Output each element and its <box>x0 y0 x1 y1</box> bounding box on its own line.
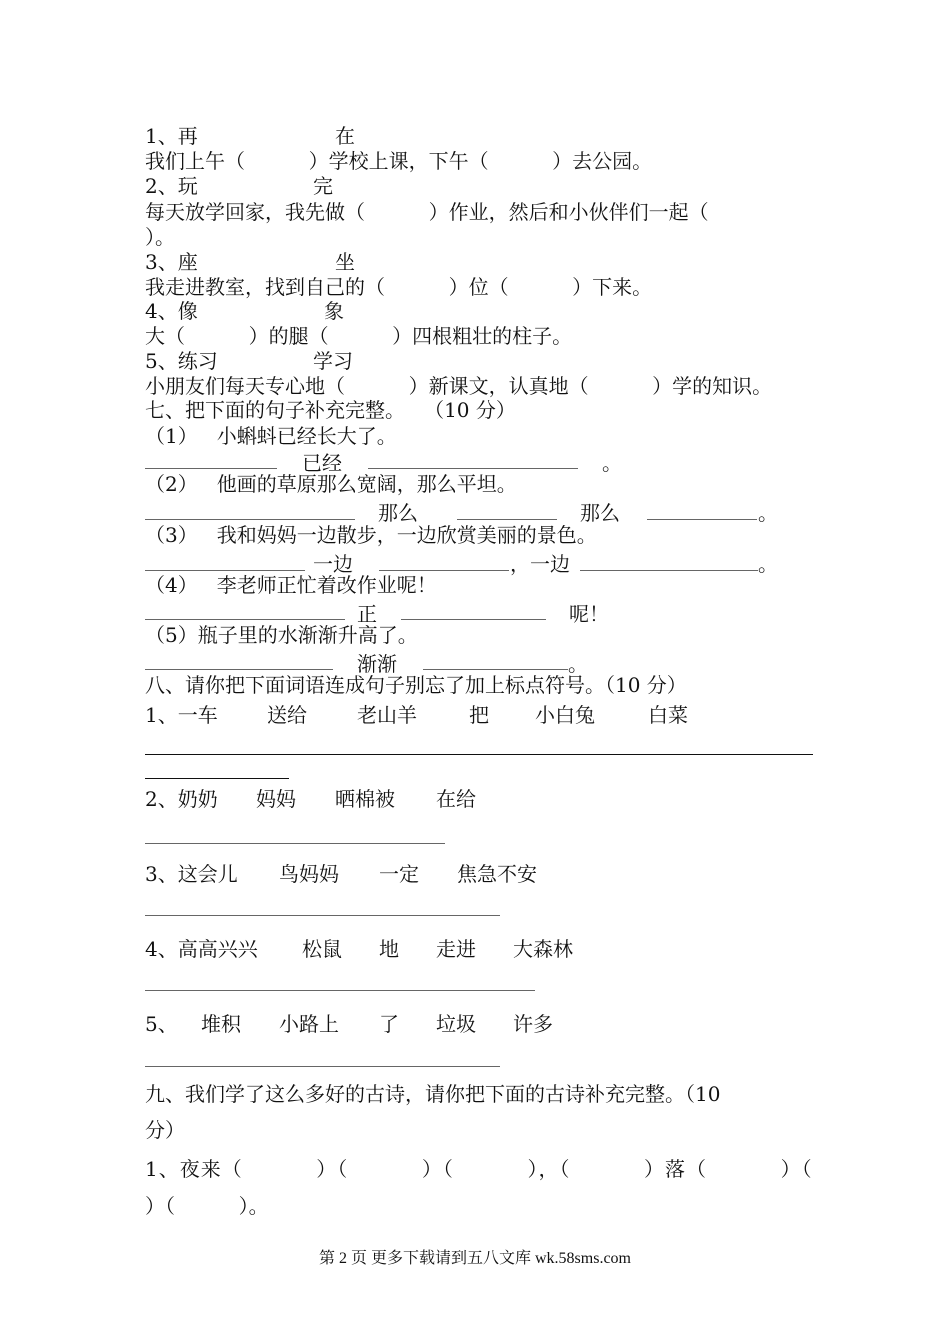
item5-word: 垃圾 <box>436 1012 476 1036</box>
s3-blank-2[interactable] <box>379 570 509 571</box>
item1-word: 送给 <box>267 703 307 727</box>
item5-answer-line[interactable] <box>145 1066 500 1067</box>
item3-word: 3、这会儿 <box>145 862 238 886</box>
poem-q1-line2: ）（ ）。 <box>145 1194 269 1218</box>
item2-word: 在给 <box>436 787 476 811</box>
s1-end: 。 <box>602 451 622 475</box>
q5-sentence: 小朋友们每天专心地（ ）新课文，认真地（ ）学的知识。 <box>145 374 773 398</box>
item1-word: 老山羊 <box>357 703 417 727</box>
s2-word-b: 那么 <box>580 501 620 525</box>
s3-end: 。 <box>758 552 778 576</box>
s1-word: 已经 <box>302 451 342 475</box>
section9-heading-cont: 分） <box>145 1118 185 1142</box>
s5-word: 渐渐 <box>357 652 397 676</box>
s5-blank-1[interactable] <box>145 669 333 670</box>
item5-word: 小路上 <box>279 1012 339 1036</box>
s2-blank-2[interactable] <box>457 519 557 520</box>
q5-word-b: 学习 <box>313 349 353 373</box>
s3-comma: ，一边 <box>510 552 570 576</box>
item5-word: 堆积 <box>201 1012 241 1036</box>
page-footer: 第 2 页 更多下载请到五八文库 wk.58sms.com <box>318 1250 631 1267</box>
q3-sentence: 我走进教室，找到自己的（ ）位（ ）下来。 <box>145 275 653 299</box>
item4-word: 地 <box>379 937 399 961</box>
q2-sentence-cont: ）。 <box>145 225 175 249</box>
item5-word: 了 <box>379 1012 399 1036</box>
s4-blank-1[interactable] <box>145 619 345 620</box>
item1-answer-line[interactable] <box>145 754 813 755</box>
item2-answer-line[interactable] <box>145 843 445 844</box>
q2-word-b: 完 <box>313 174 333 198</box>
q1-word-a: 1、再 <box>145 124 198 148</box>
s2-word-a: 那么 <box>378 501 418 525</box>
q2-word-a: 2、玩 <box>145 174 198 198</box>
s4-blank-2[interactable] <box>401 619 546 620</box>
s3-prompt: （3） 我和妈妈一边散步，一边欣赏美丽的景色。 <box>145 523 597 547</box>
item1-word: 把 <box>469 703 489 727</box>
s4-prompt: （4） 李老师正忙着改作业呢！ <box>145 573 437 597</box>
item3-word: 鸟妈妈 <box>279 862 339 886</box>
item5-word: 许多 <box>513 1012 553 1036</box>
s2-end: 。 <box>758 501 778 525</box>
s2-blank-3[interactable] <box>647 519 757 520</box>
item3-answer-line[interactable] <box>145 915 500 916</box>
q3-word-b: 坐 <box>335 250 355 274</box>
item4-word: 松鼠 <box>302 937 342 961</box>
q4-sentence: 大（ ）的腿（ ）四根粗壮的柱子。 <box>145 324 573 348</box>
q5-word-a: 5、练习 <box>145 349 218 373</box>
item4-word: 走进 <box>436 937 476 961</box>
s4-word: 正 <box>357 602 377 626</box>
s3-blank-1[interactable] <box>145 570 305 571</box>
s3-blank-3[interactable] <box>580 570 758 571</box>
section8-heading: 八、请你把下面词语连成句子别忘了加上标点符号。（10 分） <box>145 673 687 697</box>
poem-q1-line1: 1、夜来（ ）（ ）（ ），（ ）落（ ）（ <box>145 1157 813 1181</box>
s2-prompt: （2） 他画的草原那么宽阔，那么平坦。 <box>145 472 517 496</box>
s5-end: 。 <box>568 652 588 676</box>
s3-word-a: 一边 <box>313 552 353 576</box>
item2-word: 2、奶奶 <box>145 787 218 811</box>
item3-word: 一定 <box>379 862 419 886</box>
q4-word-a: 4、像 <box>145 299 198 323</box>
s5-blank-2[interactable] <box>423 669 568 670</box>
s4-end: 呢！ <box>569 602 609 626</box>
item2-word: 妈妈 <box>256 787 296 811</box>
item1-word: 1、一车 <box>145 703 218 727</box>
s1-blank-1[interactable] <box>145 468 277 469</box>
s5-prompt: （5）瓶子里的水渐渐升高了。 <box>145 623 418 647</box>
q4-word-b: 象 <box>324 299 344 323</box>
item4-word: 大森林 <box>513 937 573 961</box>
item4-answer-line[interactable] <box>145 990 535 991</box>
q1-sentence: 我们上午（ ）学校上课，下午（ ）去公园。 <box>145 149 653 173</box>
item2-word: 晒棉被 <box>335 787 395 811</box>
item1-word: 小白兔 <box>535 703 595 727</box>
item3-word: 焦急不安 <box>457 862 537 886</box>
item1-answer-line-cont[interactable] <box>145 778 289 779</box>
s2-blank-1[interactable] <box>145 519 355 520</box>
q2-sentence: 每天放学回家，我先做（ ）作业，然后和小伙伴们一起（ <box>145 200 709 224</box>
s1-blank-2[interactable] <box>368 468 578 469</box>
section7-heading: 七、把下面的句子补充完整。 （10 分） <box>145 398 516 422</box>
item1-word: 白菜 <box>648 703 688 727</box>
item4-word: 4、高高兴兴 <box>145 937 258 961</box>
q3-word-a: 3、座 <box>145 250 198 274</box>
item5-word: 5、 <box>145 1012 178 1036</box>
q1-word-b: 在 <box>335 124 355 148</box>
section9-heading: 九、我们学了这么多好的古诗，请你把下面的古诗补充完整。（10 <box>145 1082 721 1106</box>
s1-prompt: （1） 小蝌蚪已经长大了。 <box>145 424 397 448</box>
